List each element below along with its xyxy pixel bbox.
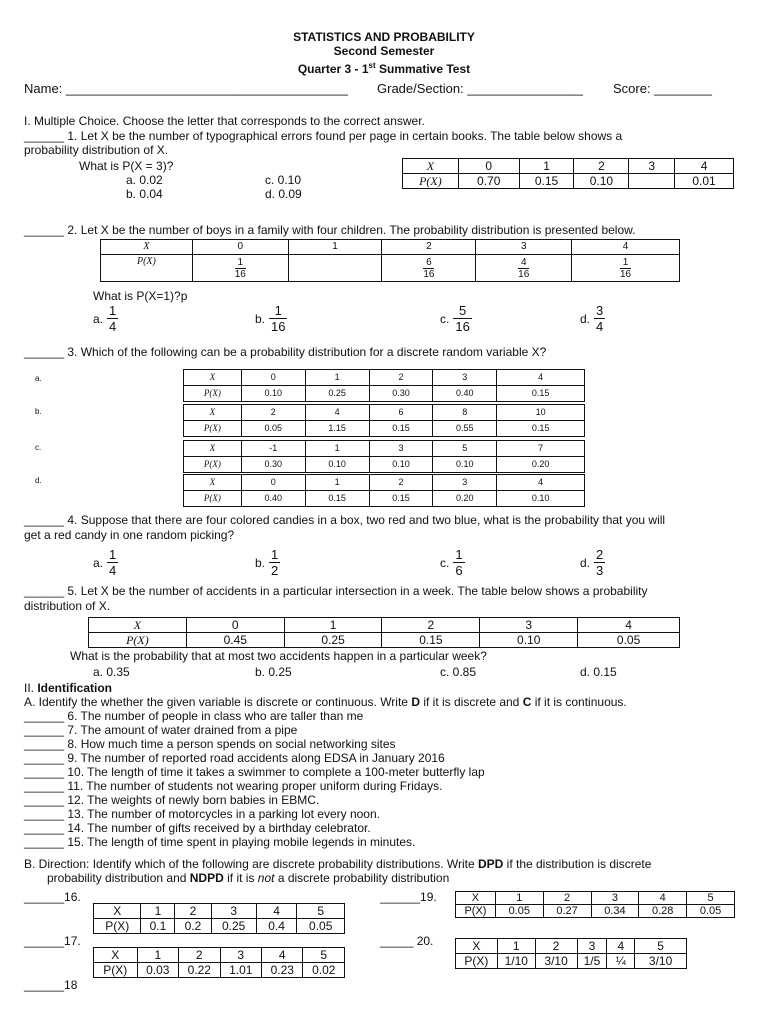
q20-table	[455, 938, 687, 969]
q17-label[interactable]: ______17.	[24, 934, 81, 948]
q20-label[interactable]: _____ 20.	[380, 934, 434, 948]
table-cell: 0.22	[179, 963, 220, 978]
table-cell: 0.10	[480, 633, 578, 648]
table-cell: 2	[369, 370, 433, 386]
table-cell: 0.25	[305, 386, 369, 402]
table-cell	[288, 255, 382, 282]
table-cell: 0.10	[241, 386, 305, 402]
q4-line1: ______ 4. Suppose that there are four colored candies in a box, two red and two blue, what is the probability that you will	[24, 513, 666, 527]
table-cell: X	[403, 159, 459, 174]
q5-choice-a[interactable]: a. 0.35	[93, 665, 130, 679]
q19-label[interactable]: ______19.	[380, 890, 437, 904]
part2-direction-b-line2: probability distribution and NDPD if it is not a discrete probability distribution	[47, 871, 450, 885]
table-cell: 0.15	[369, 491, 433, 507]
table-cell: 3/10	[535, 954, 577, 969]
table-cell: 0.15	[519, 174, 574, 189]
table-cell: ¼	[607, 954, 635, 969]
q5-table	[88, 617, 680, 648]
identification-item: ______ 10. The length of time it takes a swimmer to complete a 100-meter butterfly lap	[24, 765, 485, 779]
q2-choice-a[interactable]: a. 1 4	[93, 303, 117, 334]
q3-option-d-table	[183, 474, 585, 507]
table-cell: 1.15	[305, 421, 369, 437]
table-cell: 3	[480, 618, 578, 633]
table-cell: 0.30	[241, 457, 305, 473]
table-cell: 0.20	[497, 457, 585, 473]
q4-choice-c[interactable]: c. 1 6	[440, 547, 463, 578]
fraction: $\frac{4}{16}$	[518, 256, 530, 280]
table-cell: 2	[543, 892, 591, 905]
table-cell: 0.40	[241, 491, 305, 507]
name-field[interactable]: Name: _______________________________________	[24, 81, 348, 96]
table-cell: 0.05	[297, 919, 345, 934]
table-cell	[476, 255, 572, 282]
q3-option-d-label[interactable]: d.	[35, 476, 42, 485]
table-cell: 4	[639, 892, 687, 905]
table-cell: 1	[305, 370, 369, 386]
table-cell: 1	[495, 892, 543, 905]
q4-line2: get a red candy in one random picking?	[24, 528, 235, 542]
table-cell: 0.34	[591, 905, 639, 918]
table-cell: 0.15	[382, 633, 480, 648]
q5-question: What is the probability that at most two accidents happen in a particular week?	[70, 649, 487, 663]
q1-choice-d[interactable]: d. 0.09	[265, 187, 302, 201]
table-cell: 0.05	[241, 421, 305, 437]
table-cell: P(X)	[456, 905, 496, 918]
part1-heading: I. Multiple Choice. Choose the letter that corresponds to the correct answer.	[24, 114, 425, 128]
q5-choice-b[interactable]: b. 0.25	[255, 665, 292, 679]
table-cell: X	[94, 904, 141, 919]
table-cell: 4	[572, 240, 680, 255]
table-cell: 0.10	[574, 174, 629, 189]
table-cell: 0.4	[256, 919, 297, 934]
score-field[interactable]: Score: ________	[613, 81, 713, 96]
q1-choice-b[interactable]: b. 0.04	[126, 187, 163, 201]
table-cell: 0.55	[433, 421, 497, 437]
table-cell: P(X)	[184, 491, 242, 507]
q2-choice-b[interactable]: b. 1 16	[255, 303, 286, 334]
table-cell: 0	[241, 475, 305, 491]
q19-table	[455, 891, 735, 918]
table-cell: P(X)	[89, 633, 187, 648]
table-cell: 0.10	[369, 457, 433, 473]
table-cell: P(X)	[184, 421, 242, 437]
title: STATISTICS AND PROBABILITY	[293, 30, 475, 44]
table-cell: 1	[519, 159, 574, 174]
table-cell: 2	[369, 475, 433, 491]
q1-choice-c[interactable]: c. 0.10	[265, 173, 302, 187]
table-cell: 0.15	[497, 386, 585, 402]
identification-item: ______ 13. The number of motorcycles in a parking lot every noon.	[24, 807, 380, 821]
table-cell: X	[184, 370, 242, 386]
table-cell: 0.05	[578, 633, 680, 648]
q3-option-a-table	[183, 369, 585, 402]
table-cell: P(X)	[101, 255, 193, 282]
table-cell: 2	[241, 405, 305, 421]
table-cell: 0.40	[433, 386, 497, 402]
table-cell: 2	[175, 904, 211, 919]
table-cell	[192, 255, 288, 282]
q2-line1: ______ 2. Let X be the number of boys in a family with four children. The probability distribution is presented below.	[24, 223, 636, 237]
table-cell: 1	[137, 948, 178, 963]
q3-line1: ______ 3. Which of the following can be a probability distribution for a discrete random variable X?	[24, 345, 547, 359]
semester: Second Semester	[333, 44, 435, 58]
table-cell: 0	[241, 370, 305, 386]
table-cell: P(X)	[94, 963, 138, 978]
table-cell: X	[184, 405, 242, 421]
table-cell: 0.10	[305, 457, 369, 473]
table-cell: 0.15	[369, 421, 433, 437]
q2-choice-c[interactable]: c. 5 16	[440, 303, 470, 334]
table-cell: 0.70	[458, 174, 519, 189]
table-cell: 3	[433, 475, 497, 491]
table-cell: 0.28	[639, 905, 687, 918]
table-cell: 0	[186, 618, 284, 633]
q1-question: What is P(X = 3)?	[79, 159, 174, 173]
table-cell: 1	[141, 904, 175, 919]
table-cell: 0.05	[495, 905, 543, 918]
table-cell: 1	[305, 441, 369, 457]
table-cell: 3	[369, 441, 433, 457]
table-cell: 2	[535, 939, 577, 954]
q4-choice-d[interactable]: d. 2 3	[580, 547, 604, 578]
table-cell: 3	[211, 904, 256, 919]
table-cell	[572, 255, 680, 282]
test-name: Quarter 3 - 1st Summative Test	[297, 61, 471, 76]
table-cell: 0.15	[305, 491, 369, 507]
table-cell: P(X)	[184, 457, 242, 473]
table-cell: 4	[607, 939, 635, 954]
table-cell: X	[101, 240, 193, 255]
table-cell: X	[89, 618, 187, 633]
table-cell: 5	[297, 904, 345, 919]
table-cell: 0.25	[284, 633, 382, 648]
q1-table	[402, 158, 734, 189]
table-cell: 2	[382, 240, 476, 255]
q16-table	[93, 903, 345, 934]
q1-line1: ______ 1. Let X be the number of typographical errors found per page in certain books. The table below shows a	[24, 129, 623, 143]
identification-item: ______ 15. The length of time spent in playing mobile legends in minutes.	[24, 835, 416, 849]
table-cell: 1/5	[577, 954, 607, 969]
table-cell: 0.05	[687, 905, 735, 918]
q16-label[interactable]: ______16.	[24, 890, 81, 904]
q2-choice-d[interactable]: d. 3 4	[580, 303, 604, 334]
table-cell: 1	[497, 939, 535, 954]
identification-item: ______ 11. The number of students not wearing proper uniform during Fridays.	[24, 779, 443, 793]
table-cell: 3/10	[635, 954, 687, 969]
q3-option-c-table	[183, 440, 585, 473]
table-cell: 2	[382, 618, 480, 633]
part2-direction-a: A. Identify the whether the given variable is discrete or continuous. Write D if it is discrete and C if it is continuous.	[24, 695, 627, 709]
table-cell: X	[456, 892, 496, 905]
table-cell: 8	[433, 405, 497, 421]
q2-question: What is P(X=1)?p	[93, 289, 188, 303]
table-cell: 4	[578, 618, 680, 633]
table-cell: 1	[288, 240, 382, 255]
fraction: $\frac{1}{16}$	[620, 256, 632, 280]
table-cell: 0.27	[543, 905, 591, 918]
table-cell: 0	[192, 240, 288, 255]
fraction: $\frac{6}{16}$	[423, 256, 435, 280]
q17-table	[93, 947, 345, 978]
table-cell: -1	[241, 441, 305, 457]
table-cell: 0.02	[303, 963, 345, 978]
table-cell: 1	[305, 475, 369, 491]
identification-item: ______ 7. The amount of water drained from a pipe	[24, 723, 298, 737]
table-cell: P(X)	[403, 174, 459, 189]
table-cell: 0.10	[497, 491, 585, 507]
table-cell: 4	[256, 904, 297, 919]
table-cell: 4	[497, 370, 585, 386]
table-cell: 3	[629, 159, 675, 174]
table-cell: 5	[303, 948, 345, 963]
table-cell: 1	[284, 618, 382, 633]
q5-choice-c[interactable]: c. 0.85	[440, 665, 477, 679]
table-cell: 5	[687, 892, 735, 905]
table-cell: 0.15	[497, 421, 585, 437]
table-cell: 0.23	[262, 963, 303, 978]
table-cell: 5	[635, 939, 687, 954]
q5-choice-d[interactable]: d. 0.15	[580, 665, 617, 679]
table-cell: 4	[262, 948, 303, 963]
q18-label[interactable]: ______18	[24, 978, 78, 992]
table-cell: 0.45	[186, 633, 284, 648]
q4-choice-a[interactable]: a. 1 4	[93, 547, 117, 578]
identification-item: ______ 14. The number of gifts received by a birthday celebrator.	[24, 821, 371, 835]
table-cell	[382, 255, 476, 282]
table-cell: X	[184, 475, 242, 491]
table-cell: 1/10	[497, 954, 535, 969]
table-cell: 0.30	[369, 386, 433, 402]
table-cell: 4	[497, 475, 585, 491]
table-cell: X	[94, 948, 138, 963]
part2-direction-b-line1: B. Direction: Identify which of the following are discrete probability distributions. Write DPD if the distribution is discrete	[24, 857, 652, 871]
table-cell: 7	[497, 441, 585, 457]
q5-line2: distribution of X.	[24, 599, 111, 613]
table-cell: 0.10	[433, 457, 497, 473]
table-cell: 0	[458, 159, 519, 174]
table-cell: 0.20	[433, 491, 497, 507]
q3-option-b-table	[183, 404, 585, 437]
table-cell: 3	[577, 939, 607, 954]
table-cell: 0.2	[175, 919, 211, 934]
table-cell	[629, 174, 675, 189]
q3-option-b-label[interactable]: b.	[35, 407, 42, 416]
identification-item: ______ 8. How much time a person spends on social networking sites	[24, 737, 396, 751]
fraction: $\frac{1}{16}$	[234, 256, 246, 280]
table-cell: 1.01	[220, 963, 261, 978]
table-cell: 6	[369, 405, 433, 421]
table-cell: 0.25	[211, 919, 256, 934]
identification-item: ______ 6. The number of people in class who are taller than me	[24, 709, 364, 723]
q1-line2: probability distribution of X.	[24, 143, 169, 157]
part2-heading: II. Identification	[24, 681, 113, 695]
table-cell: 0.1	[141, 919, 175, 934]
table-cell: 3	[220, 948, 261, 963]
table-cell: 3	[591, 892, 639, 905]
identification-item: ______ 12. The weights of newly born babies in EBMC.	[24, 793, 320, 807]
table-cell: 0.03	[137, 963, 178, 978]
table-cell: 2	[179, 948, 220, 963]
table-cell: 4	[305, 405, 369, 421]
table-cell: 3	[433, 370, 497, 386]
table-cell: 10	[497, 405, 585, 421]
q1-choice-a[interactable]: a. 0.02	[126, 173, 163, 187]
table-cell: 3	[476, 240, 572, 255]
table-cell: 0.01	[675, 174, 734, 189]
q4-choice-b[interactable]: b. 1 2	[255, 547, 279, 578]
table-cell: 4	[675, 159, 734, 174]
table-cell: P(X)	[94, 919, 141, 934]
q2-table	[100, 239, 680, 282]
q5-line1: ______ 5. Let X be the number of accidents in a particular intersection in a week. The table below shows a probability	[24, 584, 648, 598]
identification-item: ______ 9. The number of reported road accidents along EDSA in January 2016	[24, 751, 445, 765]
table-cell: X	[184, 441, 242, 457]
table-cell: P(X)	[184, 386, 242, 402]
q3-option-a-label[interactable]: a.	[35, 374, 42, 383]
q3-option-c-label[interactable]: c.	[35, 443, 42, 452]
table-cell: 5	[433, 441, 497, 457]
grade-section-field[interactable]: Grade/Section: ________________	[377, 81, 584, 96]
table-cell: 2	[574, 159, 629, 174]
table-cell: X	[456, 939, 498, 954]
table-cell: P(X)	[456, 954, 498, 969]
